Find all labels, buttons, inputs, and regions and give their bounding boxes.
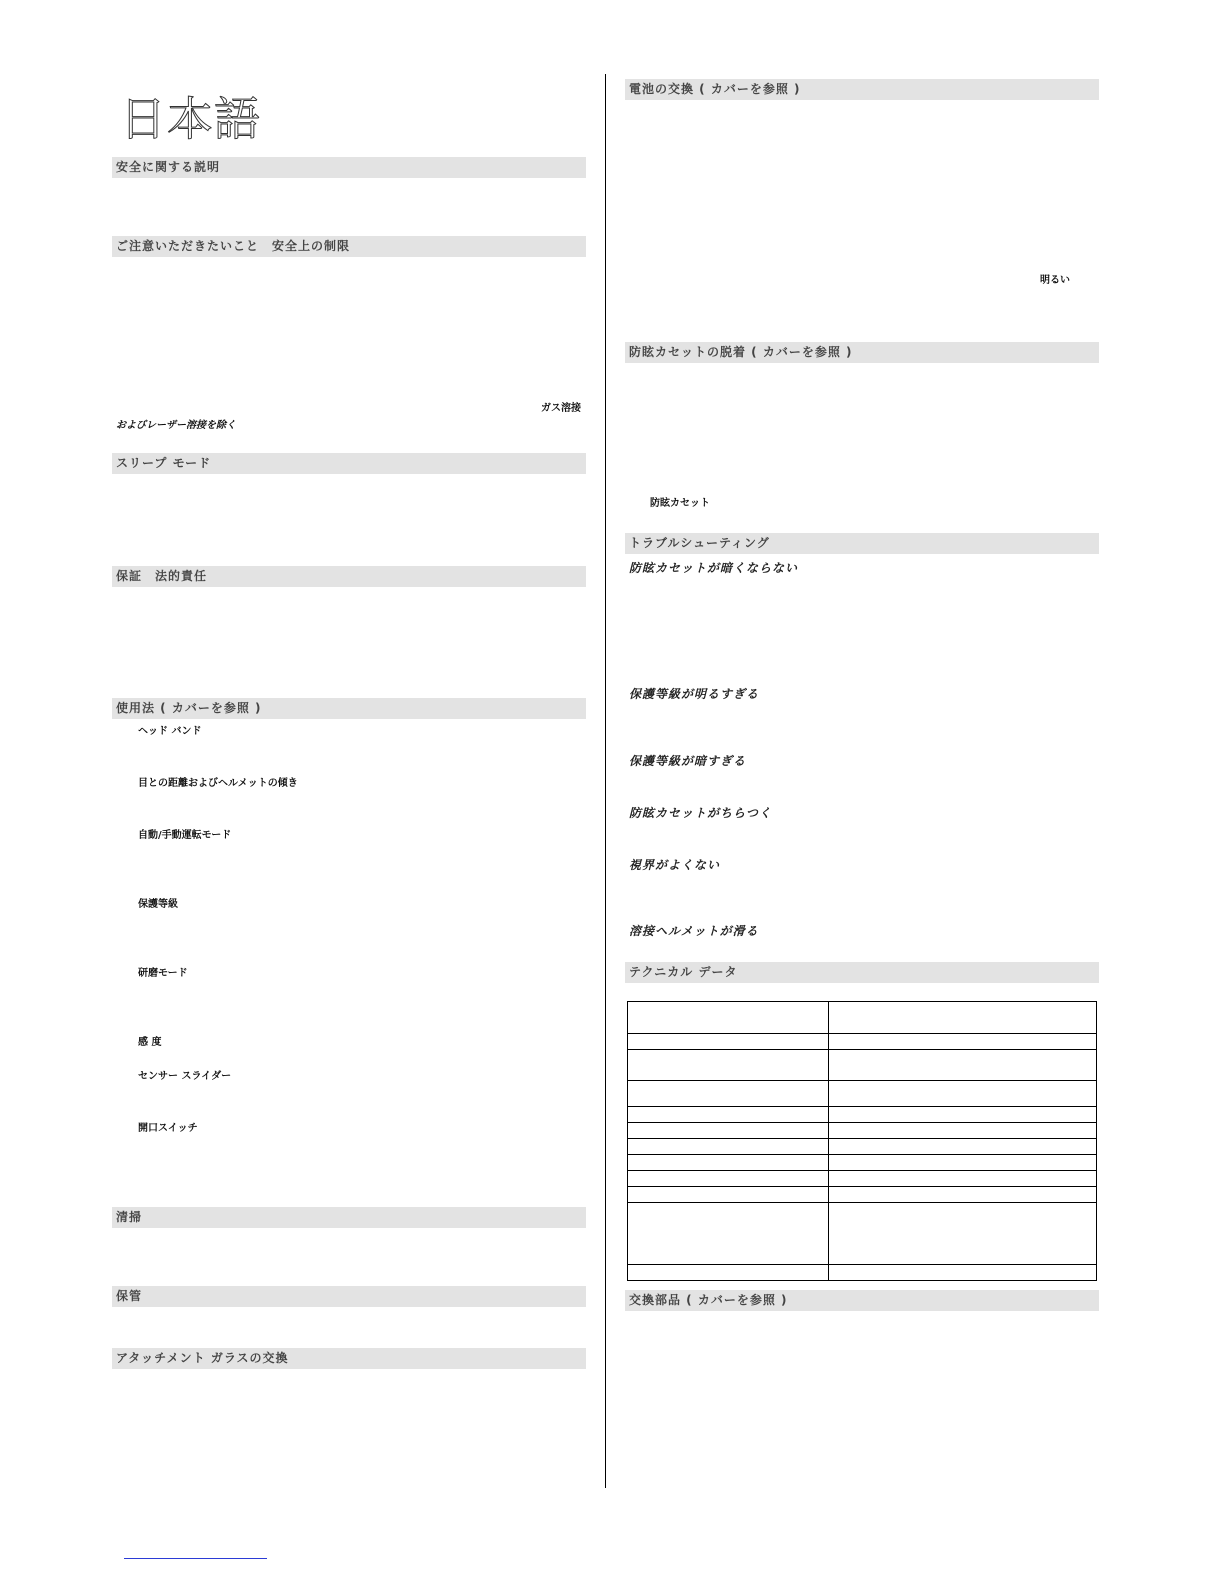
caution-note-gas: ガス溶接 <box>541 403 581 414</box>
table-row <box>628 1050 1097 1081</box>
technical-data-table <box>627 1001 1097 1281</box>
column-divider <box>605 74 606 1488</box>
table-row <box>628 1002 1097 1034</box>
section-battery: 電池の交換 ( カバーを参照 ) <box>625 79 1099 100</box>
usage-auto-manual: 自動/手動運転モード <box>138 830 232 841</box>
section-warranty: 保証 法的責任 <box>112 566 586 587</box>
trouble-too-bright: 保護等級が明るすぎる <box>629 687 760 701</box>
caution-note-laser: およびレーザー溶接を除く <box>116 420 236 431</box>
usage-headband: ヘッド バンド <box>138 726 202 737</box>
trouble-helmet-slips: 溶接ヘルメットが滑る <box>629 924 759 938</box>
table-row <box>628 1139 1097 1155</box>
table-row <box>628 1203 1097 1265</box>
trouble-poor-visibility: 視界がよくない <box>629 858 721 872</box>
usage-sensor-slider: センサー スライダー <box>138 1071 232 1082</box>
section-troubleshooting: トラブルシューティング <box>625 533 1099 554</box>
section-cassette: 防眩カセットの脱着 ( カバーを参照 ) <box>625 342 1099 363</box>
usage-protection-level: 保護等級 <box>138 899 178 910</box>
section-technical-data: テクニカル データ <box>625 962 1099 983</box>
section-spare-parts: 交換部品 ( カバーを参照 ) <box>625 1290 1099 1311</box>
section-sleep-mode: スリープ モード <box>112 453 586 474</box>
section-cleaning: 清掃 <box>112 1207 586 1228</box>
section-usage: 使用法 ( カバーを参照 ) <box>112 698 586 719</box>
usage-grinding-mode: 研磨モード <box>138 968 188 979</box>
table-row <box>628 1171 1097 1187</box>
section-storage: 保管 <box>112 1286 586 1307</box>
trouble-not-dark: 防眩カセットが暗くならない <box>629 561 799 575</box>
battery-note-bright: 明るい <box>1040 275 1070 286</box>
usage-sensitivity: 感 度 <box>138 1037 162 1048</box>
section-attachment-glass: アタッチメント ガラスの交換 <box>112 1348 586 1369</box>
table-row <box>628 1123 1097 1139</box>
table-row <box>628 1107 1097 1123</box>
cassette-note: 防眩カセット <box>650 498 710 509</box>
table-row <box>628 1265 1097 1281</box>
table-row <box>628 1155 1097 1171</box>
table-row <box>628 1034 1097 1050</box>
page-title: 日本語 <box>120 92 261 146</box>
usage-opening-switch: 開口スイッチ <box>138 1123 198 1134</box>
section-safety: 安全に関する説明 <box>112 157 586 178</box>
footer-link-underline <box>124 1558 267 1559</box>
table-row <box>628 1187 1097 1203</box>
table-row <box>628 1081 1097 1107</box>
trouble-flicker: 防眩カセットがちらつく <box>629 806 772 820</box>
usage-distance: 目との距離およびヘルメットの傾き <box>138 778 298 789</box>
trouble-too-dark: 保護等級が暗すぎる <box>629 754 747 768</box>
section-caution: ご注意いただきたいこと 安全上の制限 <box>112 236 586 257</box>
